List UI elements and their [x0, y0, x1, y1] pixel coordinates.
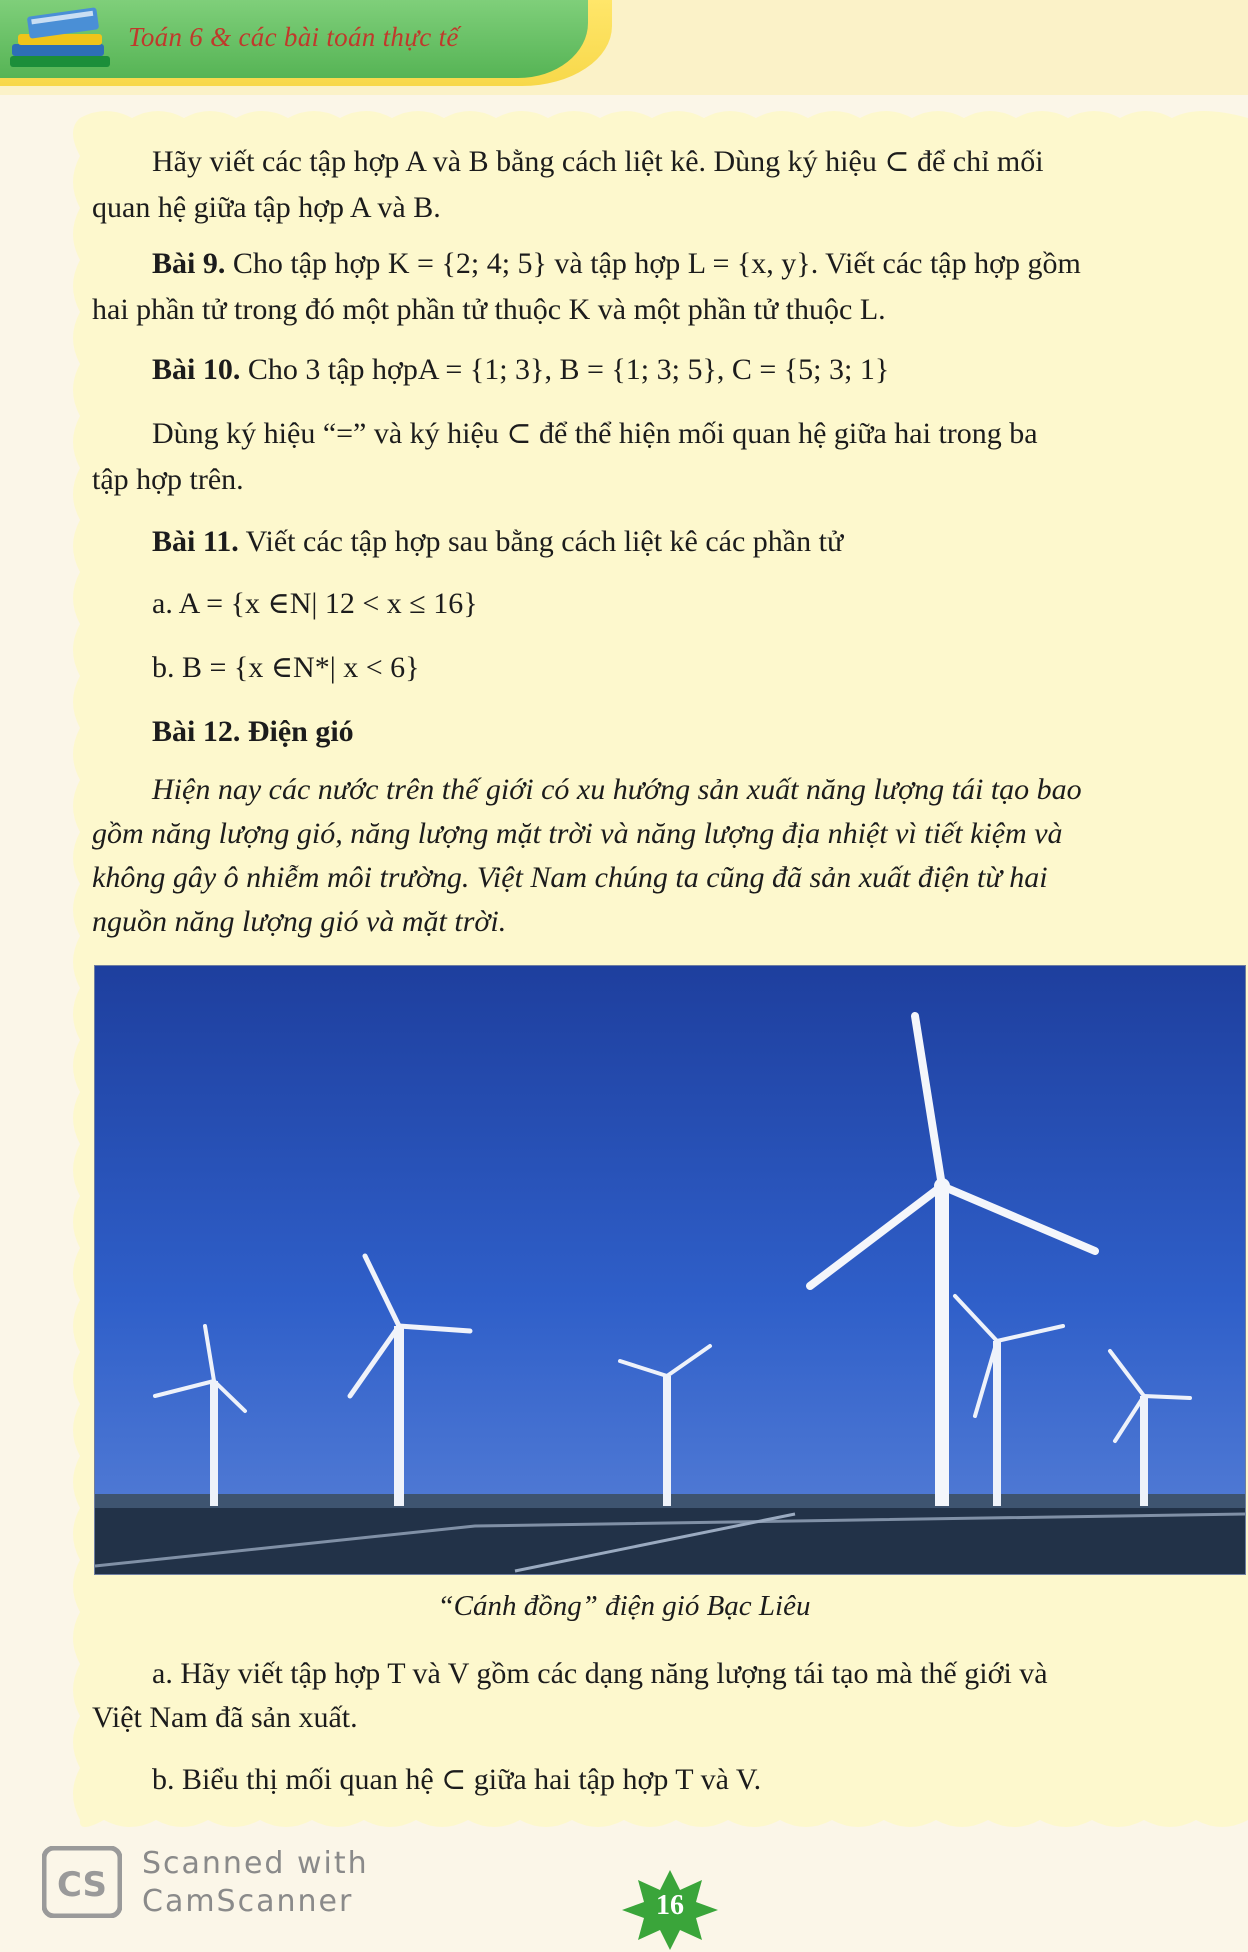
page-number: 16	[656, 1890, 684, 1921]
exercise-10-text: Cho 3 tập hợpA = {1; 3}, B = {1; 3; 5}, C = {5; 3; 1}	[240, 353, 890, 386]
exercise-12-para-3: không gây ô nhiễm môi trường. Việt Nam chúng ta cũng đã sản xuất điện từ hai	[92, 861, 1048, 894]
question-a-line-1: a. Hãy viết tập hợp T và V gồm các dạng năng lượng tái tạo mà thế giới và	[152, 1657, 1048, 1690]
exercise-12-label: Bài 12. Điện gió	[152, 715, 354, 748]
exercise-9-text: Cho tập hợp K = {2; 4; 5} và tập hợp L = {x, y}. Viết các tập hợp gồm	[225, 247, 1081, 280]
exercise-12-para-2: gồm năng lượng gió, năng lượng mặt trời và năng lượng địa nhiệt vì tiết kiệm và	[92, 817, 1063, 850]
question-a-line-2: Việt Nam đã sản xuất.	[92, 1701, 358, 1734]
exercise-10	[152, 348, 889, 392]
exercise-10-line-3: tập hợp trên.	[92, 463, 244, 496]
camscanner-text: CamScanner	[142, 1884, 354, 1919]
wind-farm-photo	[94, 965, 1246, 1575]
intro-line-1: Hãy viết các tập hợp A và B bằng cách liệt kê. Dùng ký hiệu ⊂ để chỉ mối	[152, 145, 1044, 178]
camscanner-logo-icon	[42, 1846, 122, 1918]
photo-caption: “Cánh đồng” điện gió Bạc Liêu	[437, 1590, 811, 1622]
exercise-12-para-4: nguồn năng lượng gió và mặt trời.	[92, 905, 507, 938]
exercise-11-b: b. B = {x ∈N*| x < 6}	[152, 651, 420, 684]
question-b: b. Biểu thị mối quan hệ ⊂ giữa hai tập hợp T và V.	[152, 1763, 762, 1796]
exercise-9-line-2: hai phần tử trong đó một phần tử thuộc K và một phần tử thuộc L.	[92, 293, 886, 326]
exercise-11-text: Viết các tập hợp sau bằng cách liệt kê các phần tử	[238, 525, 844, 558]
exercise-9	[152, 242, 1081, 286]
exercise-10-label: Bài 10.	[152, 353, 241, 386]
page-header	[0, 0, 1248, 95]
intro-line-2: quan hệ giữa tập hợp A và B.	[92, 191, 441, 224]
exercise-10-line-2: Dùng ký hiệu “=” và ký hiệu ⊂ để thể hiện mối quan hệ giữa hai trong ba	[152, 417, 1038, 450]
exercise-12-para-1: Hiện nay các nước trên thế giới có xu hướng sản xuất năng lượng tái tạo bao	[152, 773, 1082, 806]
exercise-9-label: Bài 9.	[152, 247, 226, 280]
cs-logo-text: CS	[56, 1865, 108, 1905]
scanned-with-text: Scanned with	[142, 1846, 369, 1881]
exercise-11	[152, 520, 843, 564]
exercise-12-heading	[152, 710, 354, 754]
exercise-11-label: Bài 11.	[152, 525, 239, 558]
exercise-11-a: a. A = {x ∈N| 12 < x ≤ 16}	[152, 587, 478, 620]
header-title: Toán 6 & các bài toán thực tế	[128, 22, 459, 52]
books-icon	[8, 4, 126, 74]
